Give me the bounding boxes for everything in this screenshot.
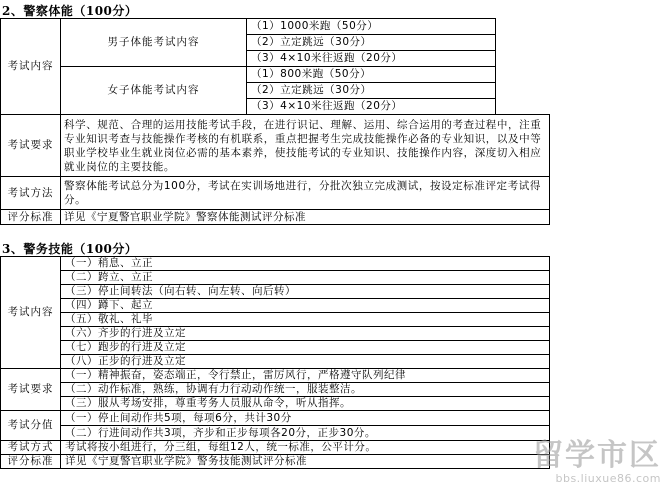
section-title-police-skills: 3、警务技能（100分）: [2, 242, 138, 256]
female-content-label: 女子体能考试内容: [61, 67, 247, 115]
site-watermark: [533, 439, 661, 485]
skills-item-1: （一）稍息、立正: [61, 257, 550, 271]
skills-item-2: （二）跨立、立正: [61, 271, 550, 285]
male-content-label: 男子体能考试内容: [61, 19, 247, 67]
exam-requirement-text: 科学、规范、合理的运用技能考试手段，在进行识记、理解、运用、综合运用的考查过程中，注重专业知识考查与技能操作考核的有机联系，重点把握考生完成技能操作必备的专业知识，以及中等职业学校毕业生就业岗位必需的基本素养，使技能考试的专业知识、技能操作内容，深度切入相应就业岗位的主要技能。: [61, 115, 550, 177]
skills-standard-label: 评分标准: [1, 455, 61, 469]
watermark-url: bbs.liuxue86.com: [555, 472, 661, 485]
exam-requirement-label: 考试要求: [1, 115, 61, 177]
skills-method-label: 考试方式: [1, 441, 61, 455]
skills-item-6: （六）齐步的行进及立定: [61, 327, 550, 341]
score-value-label: 考试分值: [1, 411, 61, 441]
physical-table: [0, 18, 496, 115]
skills-table: [0, 256, 550, 469]
score-item-2: （二）行进间动作共3项，齐步和正步每项各20分，正步30分。: [61, 426, 550, 441]
score-item-1: （一）停止间动作共5项，每项6分，共计30分: [61, 411, 550, 426]
skills-item-3: （三）停止间转法（向右转、向左转、向后转）: [61, 285, 550, 299]
skills-item-5: （五）敬礼、礼毕: [61, 313, 550, 327]
female-item-2: （2）立定跳远（30分）: [247, 83, 496, 99]
physical-detail-table: [0, 114, 550, 225]
male-item-3: （3）4×10米往返跑（20分）: [247, 51, 496, 67]
skills-item-8: （八）正步的行进及立定: [61, 355, 550, 369]
watermark-logo: 留学市区: [533, 438, 661, 473]
exam-content-label: 考试内容: [1, 19, 61, 115]
skills-item-7: （七）跑步的行进及立定: [61, 341, 550, 355]
skills-requirement-label: 考试要求: [1, 369, 61, 411]
skills-req-3: （三）服从考场安排，尊重考务人员服从命令，听从指挥。: [61, 397, 550, 411]
skills-req-1: （一）精神振奋，姿态端正，令行禁止，雷厉风行，严格遵守队列纪律: [61, 369, 550, 383]
scoring-standard-text: 详见《宁夏警官职业学院》警察体能测试评分标准: [61, 210, 550, 225]
exam-method-label: 考试方法: [1, 177, 61, 210]
skills-standard-text: 详见《宁夏警官职业学院》警务技能测试评分标准: [61, 455, 550, 469]
skills-req-2: （二）动作标准，熟练，协调有力行动动作统一，服装整洁。: [61, 383, 550, 397]
female-item-1: （1）800米跑（50分）: [247, 67, 496, 83]
skills-method-text: 考试将按小组进行，分三组，每组12人，统一标准，公平计分。: [61, 441, 550, 455]
scoring-standard-label: 评分标准: [1, 210, 61, 225]
skills-item-4: （四）蹲下、起立: [61, 299, 550, 313]
exam-method-text: 警察体能考试总分为100分，考试在实训场地进行，分批次独立完成测试，按设定标准评定考试得分。: [61, 177, 550, 210]
female-item-3: （3）4×10米往返跑（20分）: [247, 99, 496, 115]
male-item-2: （2）立定跳远（30分）: [247, 35, 496, 51]
male-item-1: （1）1000米跑（50分）: [247, 19, 496, 35]
section-title-physical: 2、警察体能（100分）: [2, 4, 138, 18]
skills-content-label: 考试内容: [1, 257, 61, 369]
